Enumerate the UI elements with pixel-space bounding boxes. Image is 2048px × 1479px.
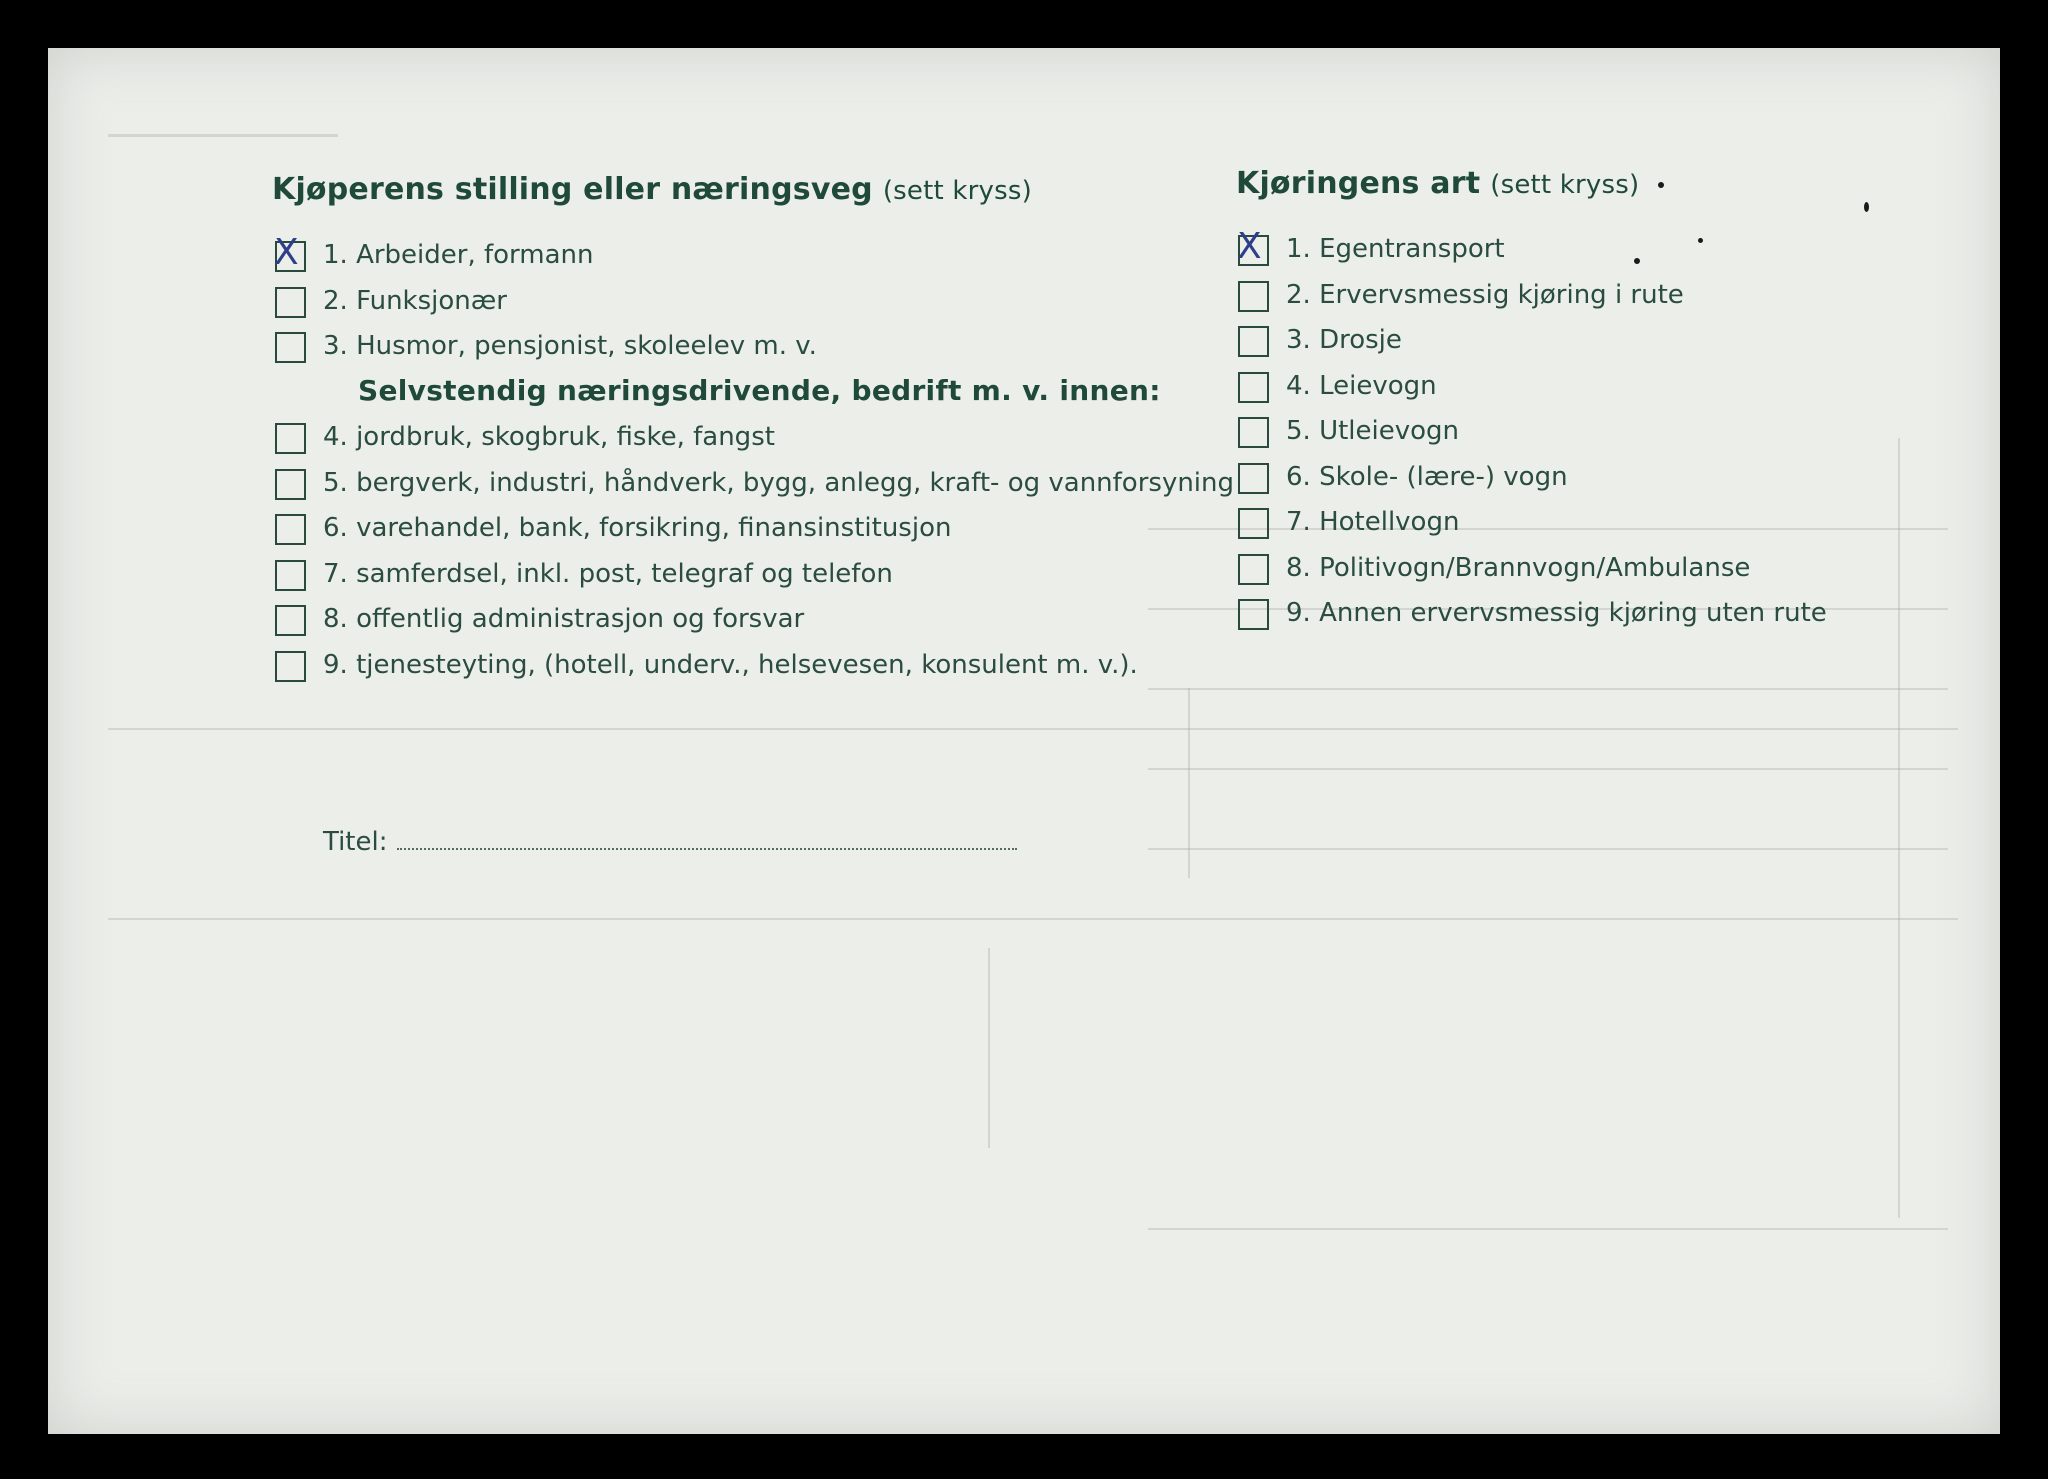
checkbox-option[interactable]	[1238, 278, 1938, 324]
checkbox[interactable]	[275, 605, 306, 636]
title-field[interactable]	[323, 826, 1017, 857]
checkbox-option[interactable]	[275, 284, 1275, 330]
checkbox-option-label: 8. offentlig administrasjon og forsvar	[323, 604, 805, 634]
checkbox[interactable]	[275, 332, 306, 363]
checkbox-option[interactable]	[1238, 369, 1938, 415]
checkbox[interactable]	[1238, 281, 1269, 312]
checkbox-option[interactable]	[275, 557, 1275, 603]
heading-text: Kjøperens stilling eller næringsveg	[272, 172, 873, 207]
checkbox[interactable]	[275, 469, 306, 500]
driving-type-list	[1237, 226, 1938, 642]
bleed-through-line	[108, 134, 338, 137]
checkbox-option[interactable]	[275, 420, 1275, 466]
checkbox-option[interactable]	[275, 511, 1275, 557]
checkbox-option-label: 4. Leievogn	[1286, 370, 1437, 401]
checkbox-option-label: 4. jordbruk, skogbruk, fiske, fangst	[323, 422, 775, 452]
checkbox[interactable]	[1238, 326, 1269, 357]
checkbox-option-label: 8. Politivogn/Brannvogn/Ambulanse	[1286, 552, 1751, 583]
ink-speck	[1698, 238, 1703, 243]
checkbox-option-label: 9. tjenesteyting, (hotell, underv., helsevesen, konsulent m. v.).	[323, 649, 1138, 680]
self-employed-subheading: Selvstendig næringsdrivende, bedrift m. v. innen:	[358, 374, 1161, 407]
checkbox[interactable]	[1238, 508, 1269, 539]
checkbox[interactable]	[275, 423, 306, 454]
checkbox-option[interactable]	[275, 329, 1275, 375]
bleed-through-line	[108, 918, 1958, 920]
checkbox-option-label: 6. Skole- (lære-) vogn	[1286, 461, 1568, 492]
checkbox-option[interactable]	[1238, 596, 1938, 642]
checkbox-option-label: 3. Husmor, pensjonist, skoleelev m. v.	[323, 331, 817, 361]
checkbox-option[interactable]	[275, 602, 1275, 648]
form-sheet	[48, 48, 2000, 1434]
checkbox-option[interactable]	[1238, 505, 1938, 551]
checkbox[interactable]	[275, 651, 306, 682]
checkbox-option-label: 5. Utleievogn	[1286, 416, 1460, 446]
buyer-occupation-heading	[272, 172, 1032, 207]
checkbox-option[interactable]	[1238, 460, 1938, 506]
heading-text: Kjøringens art	[1236, 166, 1481, 201]
check-mark-icon: X	[274, 232, 299, 273]
checkbox-option[interactable]	[1238, 551, 1938, 597]
checkbox-option-label: 2. Funksjonær	[323, 285, 507, 316]
checkbox[interactable]	[1238, 372, 1269, 403]
checkbox-option[interactable]	[1238, 323, 1938, 369]
check-mark-icon: X	[1237, 226, 1262, 267]
checkbox-option-label: 1. Arbeider, formann	[323, 240, 594, 270]
checkbox-option[interactable]	[275, 648, 1275, 694]
buyer-occupation-list	[274, 232, 1275, 375]
checkbox[interactable]	[1238, 554, 1269, 585]
heading-note: (sett kryss)	[882, 176, 1032, 206]
title-field-label: Titel:	[323, 827, 388, 857]
ink-speck	[1864, 202, 1869, 212]
checkbox-option-label: 1. Egentransport	[1286, 234, 1505, 264]
driving-type-heading	[1236, 166, 1639, 201]
checkbox-option[interactable]	[1237, 226, 1938, 278]
bleed-through-line	[1148, 1228, 1948, 1230]
bleed-through-line	[108, 728, 1958, 730]
ink-speck	[1634, 258, 1640, 264]
checkbox-option[interactable]	[1238, 414, 1938, 460]
checkbox-option[interactable]	[275, 466, 1275, 512]
heading-note: (sett kryss)	[1490, 170, 1640, 200]
industry-list	[275, 420, 1275, 693]
checkbox-option-label: 2. Ervervsmessig kjøring i rute	[1286, 279, 1684, 310]
checkbox-option-label: 3. Drosje	[1286, 325, 1402, 355]
bleed-through-line	[1148, 848, 1948, 850]
checkbox-option-label: 5. bergverk, industri, håndverk, bygg, anlegg, kraft- og vannforsyning	[323, 467, 1235, 498]
checkbox-option-label: 7. samferdsel, inkl. post, telegraf og telefon	[323, 558, 893, 589]
checkbox-option-label: 9. Annen ervervsmessig kjøring uten rute	[1286, 598, 1827, 628]
bleed-through-line	[988, 948, 990, 1148]
checkbox[interactable]	[1238, 463, 1269, 494]
checkbox[interactable]	[275, 560, 306, 591]
checkbox[interactable]	[274, 232, 306, 273]
checkbox-option-label: 7. Hotellvogn	[1286, 507, 1460, 537]
title-field-dotted-line[interactable]	[397, 826, 1017, 850]
checkbox[interactable]	[1238, 599, 1269, 630]
checkbox[interactable]	[1237, 226, 1269, 267]
checkbox[interactable]	[1238, 417, 1269, 448]
checkbox[interactable]	[275, 287, 306, 318]
bleed-through-line	[1148, 768, 1948, 770]
checkbox-option[interactable]	[274, 232, 1275, 284]
ink-speck	[1658, 182, 1664, 188]
checkbox-option-label: 6. varehandel, bank, forsikring, finansinstitusjon	[323, 513, 952, 543]
checkbox[interactable]	[275, 514, 306, 545]
